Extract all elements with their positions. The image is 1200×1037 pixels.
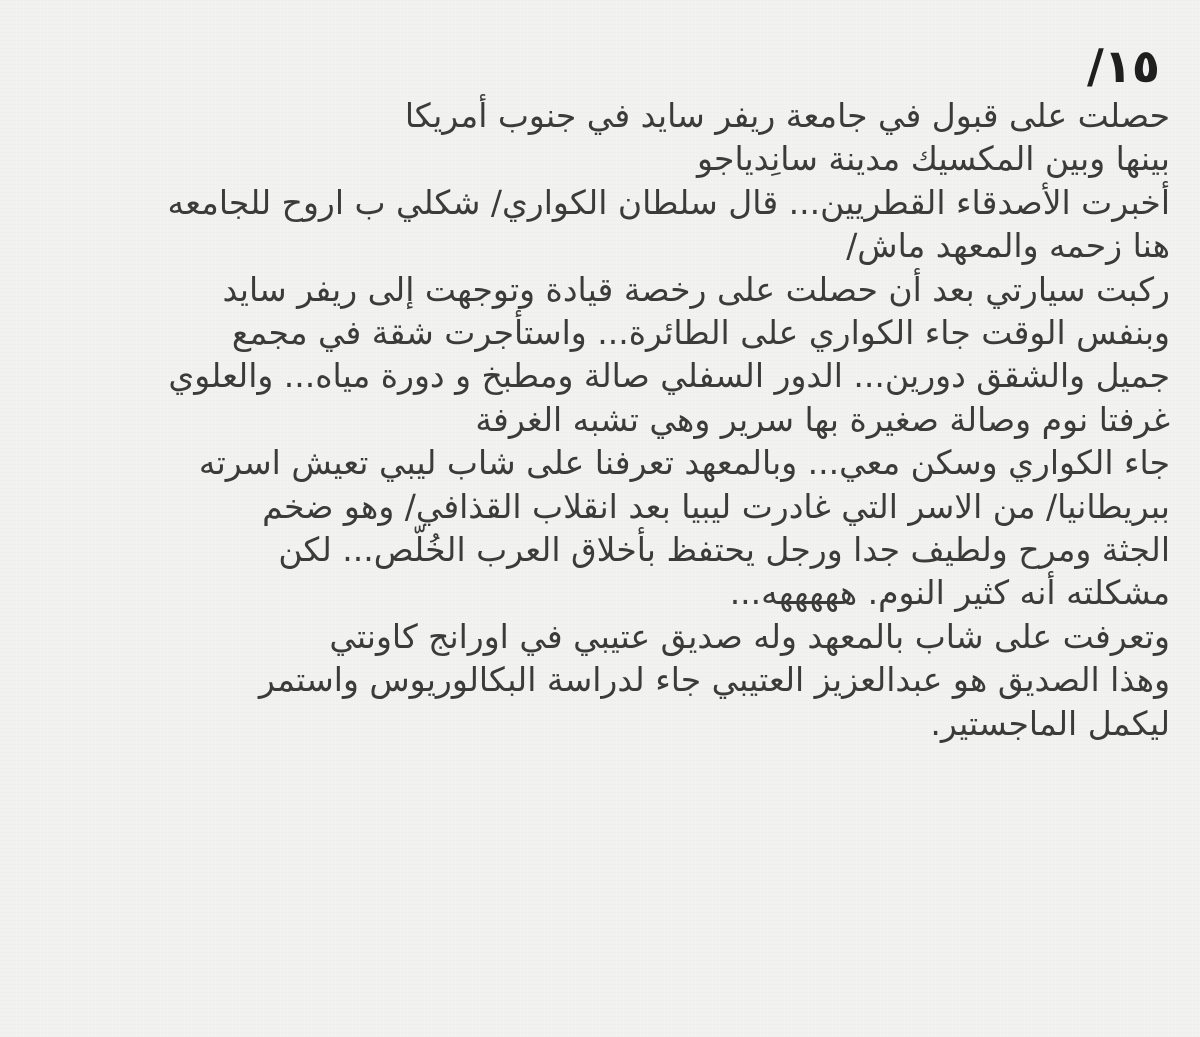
note-line: وهذا الصديق هو عبدالعزيز العتيبي جاء لدراسة البكالوريوس واستمر [258,660,1170,700]
note-line: الجثة ومرح ولطيف جدا ورجل يحتفظ بأخلاق العرب الخُلّص... لكن [278,530,1170,570]
note-line: ركبت سيارتي بعد أن حصلت على رخصة قيادة وتوجهت إلى ريفر سايد [222,269,1170,309]
note-line: حصلت على قبول في جامعة ريفر سايد في جنوب أمريكا [404,96,1170,135]
note-line: بينها وبين المكسيك مدينة سانِدياجو [697,139,1170,179]
note-lines [30,94,1170,745]
note-line: ببريطانيا/ من الاسر التي غادرت ليبيا بعد انقلاب القذافي/ وهو ضخم [262,486,1170,526]
page-number: /١٥ [1087,39,1160,93]
note-line: جاء الكواري وسكن معي... وبالمعهد تعرفنا على شاب ليبي تعيش اسرته [198,443,1170,483]
note-line: جميل والشقق دورين... الدور السفلي صالة ومطبخ و دورة مياه... والعلوي [168,356,1170,396]
note-line: غرفتا نوم وصالة صغيرة بها سرير وهي تشبه الغرفة [475,399,1170,439]
note-line: مشكلته أنه كثير النوم. هههههه... [729,573,1170,613]
note-line: وبنفس الوقت جاء الكواري على الطائرة... واستأجرت شقة في مجمع [231,313,1170,353]
note-line: أخبرت الأصدقاء القطريين... قال سلطان الكواري/ شكلي ب اروح للجامعه [167,182,1170,222]
note-line: هنا زحمه والمعهد ماش/ [846,226,1170,266]
note-line: ليكمل الماجستير. [930,703,1170,743]
note-line: وتعرفت على شاب بالمعهد وله صديق عتيبي في اورانج كاونتي [329,616,1170,656]
note-text-block [30,38,1170,745]
